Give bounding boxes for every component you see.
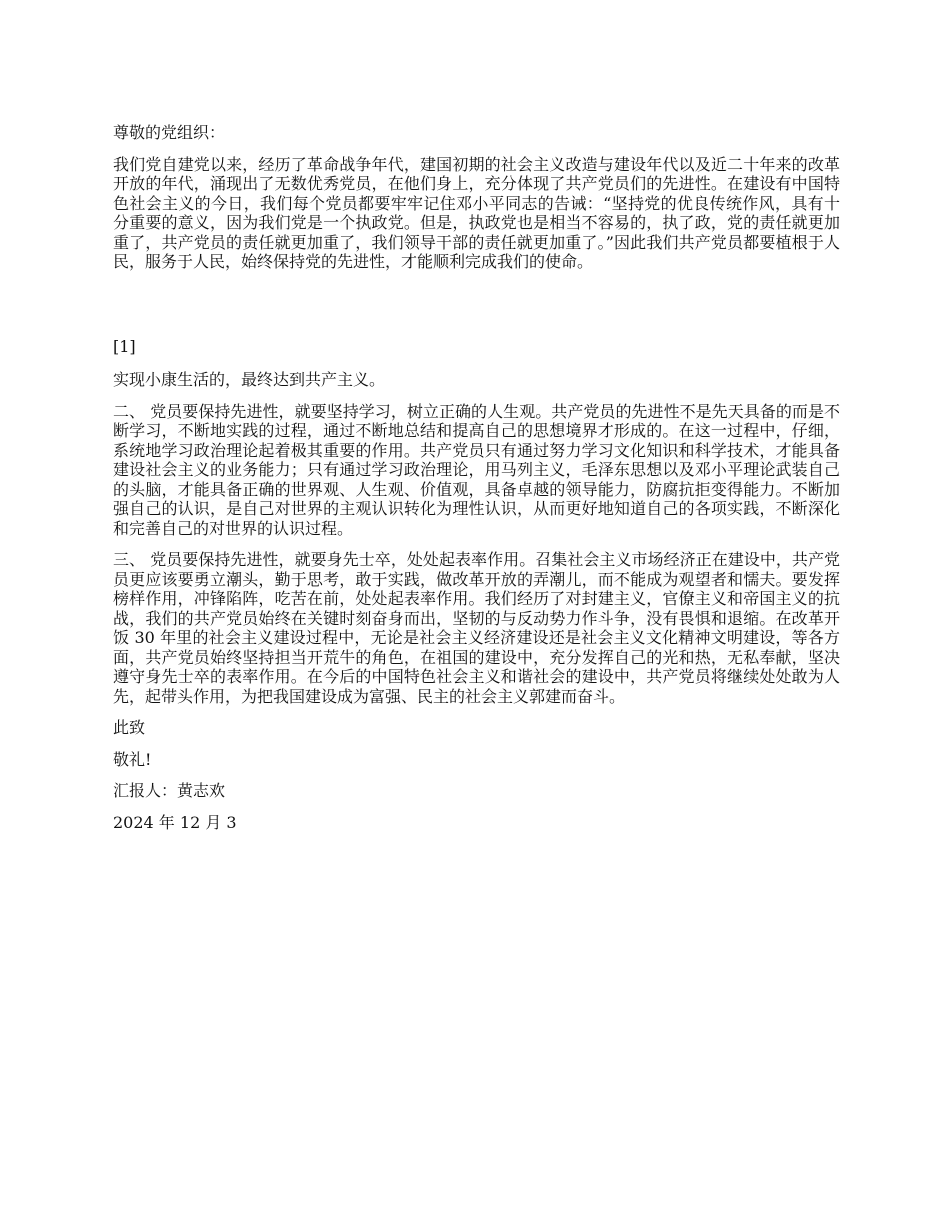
blank-gap <box>113 284 840 337</box>
document-page <box>113 123 840 844</box>
report-date: 2024 年 12 月 3 <box>113 812 237 832</box>
section-two-paragraph: 二、 党员要保持先进性，就要坚持学习，树立正确的人生观。共产党员的先进性不是先天具备的而是不断学习，不断地实践的过程，通过不断地总结和提高自己的思想境界才形成的。在这一过程中，仔细，系统地学习政治理论起着极其重要的作用。共产党员只有通过努力学习文化知识和科学技术，才能具备建设社会主义的业务能力；只有通过学习政治理论，用马列主义，毛泽东思想以及邓小平理论武装自己的头脑，才能具备正确的世界观、人生观、价值观，具备卓越的领导能力，防腐抗拒变得能力。不断加强自己的认识，是自己对世界的主观认识转化为理性认识，从而更好地知道自己的各项实践，不断深化和完善自己的对世界的认识过程。 <box>113 401 840 538</box>
footnote-reference: [1] <box>113 336 136 356</box>
reporter-signature: 汇报人：黄志欢 <box>113 781 226 800</box>
salutation: 尊敬的党组织： <box>113 123 226 142</box>
section-three-paragraph: 三、 党员要保持先进性，就要身先士卒，处处起表率作用。召集社会主义市场经济正在建设中，共产党员更应该要勇立潮头，勤于思考，敢于实践，做改革开放的弄潮儿，而不能成为观望者和懦夫。要发挥榜样作用，冲锋陷阵，吃苦在前，处处起表率作用。我们经历了对封建主义，官僚主义和帝国主义的抗战，我们的共产党员始终在关键时刻奋身而出，坚韧的与反动势力作斗争，没有畏惧和退缩。在改革开饭 30 年里的社会主义建设过程中，无论是社会主义经济建设还是社会主义文化精神文明建设，等各方面，共产党员始终坚持担当开荒牛的角色，在祖国的建设中，充分发挥自己的光和热，无私奉献，坚决遵守身先士卒的表率作用。在今后的中国特色社会主义和谐社会的建设中，共产党员将继续处处敢为人先，起带头作用，为把我国建设成为富强、民主的社会主义郭建而奋斗。 <box>113 550 840 706</box>
intro-paragraph: 我们党自建党以来，经历了革命战争年代，建国初期的社会主义改造与建设年代以及近二十年来的改革开放的年代，涌现出了无数优秀党员，在他们身上，充分体现了共产党员们的先进性。在建设有中国特色社会主义的今日，我们每个党员都要牢牢记住邓小平同志的告诫：“坚持党的优良传统作风，具有十分重要的意义，因为我们党是一个执政党。但是，执政党也是相当不容易的，执了政，党的责任就更加重了，共产党员的责任就更加重了，我们领导干部的责任就更加重了。”因此我们共产党员都要植根于人民，服务于人民，始终保持党的先进性，才能顺利完成我们的使命。 <box>113 154 840 271</box>
paragraph-xiaokang: 实现小康生活的，最终达到共产主义。 <box>113 370 386 389</box>
closing-cizhi: 此致 <box>113 718 146 737</box>
closing-jingli: 敬礼! <box>113 749 152 769</box>
